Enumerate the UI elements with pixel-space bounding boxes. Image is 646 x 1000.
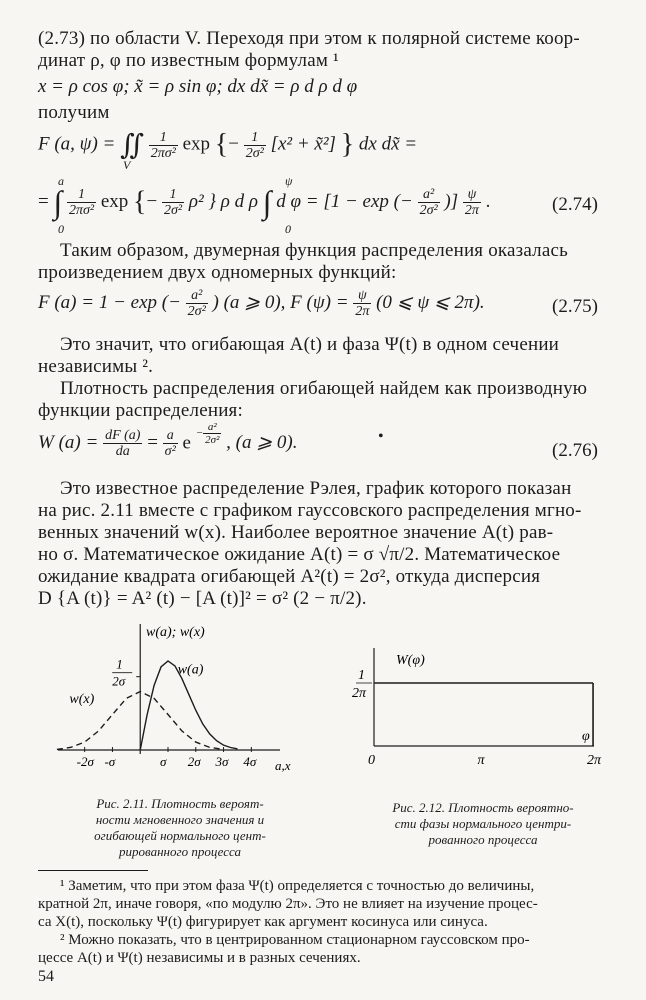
para4-line3: венных значений w(x). Наиболее вероятное значение A(t) рав-: [38, 522, 554, 543]
fig211-x-tick-label: 4σ: [243, 754, 257, 769]
eq74-frac4: $\frac{1}{\text{2σ²}}$: [163, 187, 183, 218]
text-line-2: динат ρ, φ по известным формулам ¹: [38, 50, 339, 71]
eq-number-2-74: (2.74): [552, 194, 598, 215]
fig211-x-tick-label: σ: [160, 754, 167, 769]
stray-dot: •: [378, 428, 384, 445]
eq76-equals: =: [147, 431, 158, 453]
eq74-frac1: $\frac{1}{\text{2πσ²}}$: [150, 129, 176, 161]
eq74-frac3: $\frac{1}{\text{2πσ²}}$: [68, 187, 95, 218]
eq76-e: e: [182, 432, 191, 454]
para1-line1: Таким образом, двумерная функция распределения оказалась: [60, 240, 568, 261]
cap2-line2: сти фазы нормального центри-: [394, 816, 572, 831]
eq-2-74-line1: F (a, ψ) = ∬ $\frac{1}{\text{2πσ²}}$ exp {− $\frac{1}{\text{2σ²}}$ [x² + x̃²] } dx dx̃ =: [38, 129, 418, 161]
eq74-bracket: [x² + x̃²]: [270, 133, 336, 155]
limit-0-a: 0: [58, 222, 64, 236]
eq-2-76: [38, 420, 298, 472]
limit-V: V: [123, 158, 131, 172]
eq74-dot: .: [485, 190, 491, 212]
eq76-exponent: − a² 2σ²: [195, 420, 220, 446]
eq75-b: ) (a ⩾ 0), F (ψ) =: [212, 291, 349, 313]
fig212-x-tick-label: 2π: [587, 753, 602, 768]
fig212-x-tick-label: 0: [368, 753, 375, 768]
cap2-line3: рованного процесса: [428, 832, 538, 847]
eq74-line2-bracket: d φ = [1 − exp (−: [276, 190, 413, 212]
text-obtain: получим: [38, 102, 110, 123]
eq74-line2-close: )]: [444, 190, 459, 212]
figure-2-12-chart: [352, 640, 602, 780]
caption-fig-2-12: [358, 800, 608, 848]
fig211-x-tick-label: -σ: [104, 754, 116, 769]
eq74-frac2: $\frac{1}{\text{2σ²}}$: [245, 129, 264, 161]
cap1-line4: рированного процесса: [119, 844, 241, 859]
fig211-y-tick-den: 2σ: [112, 673, 126, 689]
fig211-ylabel: w(a); w(x): [146, 625, 205, 640]
fig211-y-tick-num: 1: [116, 656, 123, 672]
para1-line2: произведением двух одномерных функций:: [38, 262, 397, 283]
fig211-x-tick-label: 2σ: [187, 754, 201, 769]
fig211-xlabel: a,x: [275, 758, 291, 773]
footnote2-line2: цессе A(t) и Ψ(t) независимы и в разных сечениях.: [38, 950, 361, 966]
eq-2-74-line2: = ∫ $\frac{1}{\text{2πσ²}}$ exp {− $\frac{1}{\text{2σ²}}$ ρ² } ρ d ρ ∫ d φ = [1 − exp (− $\frac{\text{a²}}{\text{2σ²}}$ )] $\frac{\psi}{2\pi}$ .: [38, 184, 491, 220]
eq76-tail: , (a ⩾ 0).: [226, 431, 298, 453]
eq74-line2-rho: ρ² } ρ d ρ: [188, 190, 258, 212]
limit-a: a: [58, 174, 64, 188]
fig211-label-w-a: w(a): [177, 662, 204, 678]
para4-line6: D {A (t)} = A² (t) − [A (t)]² = σ² (2 − π/2).: [38, 588, 367, 609]
footnote2-line1: ² Можно показать, что в центрированном стационарном гауссовском про-: [60, 932, 530, 948]
footnote1-line1: ¹ Заметим, что при этом фаза Ψ(t) определяется с точностью до величины,: [60, 878, 535, 894]
eq76-frac1: $\frac{dF (a)}{da}$: [105, 428, 141, 459]
para4-line5: ожидание квадрата огибающей A²(t) = 2σ², откуда дисперсия: [38, 566, 541, 587]
eq74-frac6: $\frac{\psi}{2\pi}$: [464, 187, 479, 218]
double-integral-sign: ∬: [120, 130, 144, 161]
fig212-y-tick-num: 1: [358, 668, 365, 683]
eq74-line2-exp: exp: [100, 190, 129, 212]
eq75-frac1: $\frac{\text{a²}}{\text{2σ²}}$: [187, 288, 206, 319]
limit-0-psi: 0: [285, 222, 291, 236]
eq75-a: F (a) = 1 − exp (−: [38, 291, 181, 313]
cap1-line3: огибающей нормального цент-: [94, 828, 266, 843]
fig212-ylabel: W(φ): [396, 653, 425, 668]
eq74-tail: dx dx̃ =: [358, 133, 418, 155]
cap1-line1: Рис. 2.11. Плотность вероят-: [96, 796, 264, 811]
para3-line1: Плотность распределения огибающей найдем как производную: [60, 378, 588, 399]
fig211-x-tick-label: 3σ: [215, 754, 229, 769]
para2-line1: Это значит, что огибающая A(t) и фаза Ψ(t) в одном сечении: [60, 334, 560, 355]
eq-number-2-75: (2.75): [552, 296, 598, 317]
eq74-lhs: F (a, ψ) =: [38, 133, 116, 155]
para3-line2: функции распределения:: [38, 400, 243, 421]
footnote-divider: [38, 870, 148, 871]
text-line-1: (2.73) по области V. Переходя при этом к полярной системе коор-: [38, 28, 580, 49]
eq-number-2-76: (2.76): [552, 440, 598, 461]
para4-line1: Это известное распределение Рэлея, график которого показан: [60, 478, 572, 499]
eq-2-75: [38, 288, 485, 328]
fig211-x-tick-label: -2σ: [76, 754, 94, 769]
eq76-frac2: $\frac{a}{\text{σ²}}$: [164, 428, 176, 459]
eq75-c: (0 ⩽ ψ ⩽ 2π).: [376, 291, 485, 313]
fig212-y-tick-den: 2π: [352, 686, 367, 701]
polar-formulas: x = ρ cos φ; x̃ = ρ sin φ; dx dx̃ = ρ d ρ d φ: [38, 76, 358, 97]
eq74-exp: exp: [182, 133, 211, 155]
para4-line2: на рис. 2.11 вместе с графиком гауссовского распределения мгно-: [38, 500, 582, 521]
cap1-line2: ности мгновенного значения и: [95, 812, 265, 827]
eq76-lhs: W (a) =: [38, 431, 99, 453]
fig212-x-tick-label: π: [477, 753, 485, 768]
fig212-xlabel: φ: [582, 729, 590, 744]
footnote1-line2: кратной 2π, иначе говоря, «по модулю 2π». Это не влияет на изучение процес-: [38, 896, 538, 912]
eq75-frac2: $\frac{\psi}{2\pi}$: [355, 288, 370, 319]
figure-2-11-chart: [58, 618, 308, 778]
fig211-label-w-x: w(x): [69, 692, 95, 708]
page-number: 54: [38, 968, 54, 985]
cap2-line1: Рис. 2.12. Плотность вероятно-: [392, 800, 574, 815]
para2-line2: независимы ².: [38, 356, 154, 377]
footnote1-line3: са X(t), поскольку Ψ(t) фигурирует как аргумент косинуса или синуса.: [38, 914, 488, 930]
limit-psi: ψ: [285, 174, 293, 188]
eq74-frac5: $\frac{\text{a²}}{\text{2σ²}}$: [419, 187, 438, 218]
para4-line4: но σ. Математическое ожидание A(t) = σ √π/2. Математическое: [38, 544, 561, 565]
caption-fig-2-11: [60, 796, 300, 860]
